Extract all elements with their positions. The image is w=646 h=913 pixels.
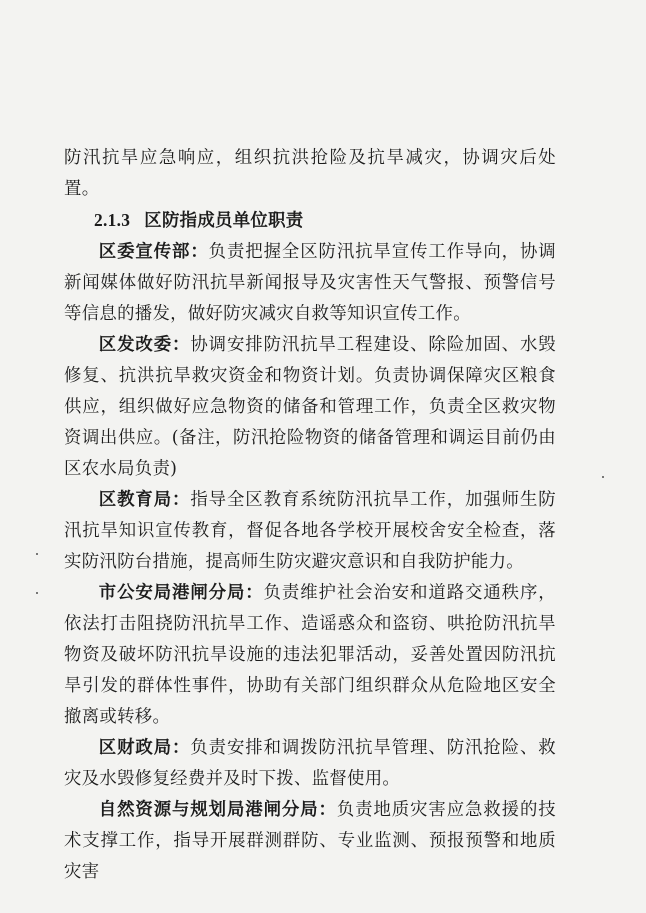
document-body — [64, 143, 556, 888]
department-duty-text: 负责地质灾害应急救援的技术支撑工作，指导开展群测群防、专业监测、预报预警和地质灾害 — [64, 800, 556, 882]
section-number: 2.1.3 — [94, 210, 131, 230]
scan-speck — [36, 553, 38, 555]
department-label: 区委宣传部： — [98, 242, 209, 262]
department-label: 市公安局港闸分局： — [98, 583, 264, 603]
section-heading — [64, 205, 556, 237]
department-duty-text: 指导全区教育系统防汛抗旱工作，加强师生防汛抗旱知识宣传教育，督促各地各学校开展校舍安全检查，落实防汛防台措施，提高师生防灾避灾意识和自我防护能力。 — [64, 490, 556, 572]
duty-paragraph-public-security — [64, 578, 556, 733]
department-label: 区财政局： — [98, 738, 191, 758]
scan-speck — [602, 476, 604, 478]
duty-paragraph-natural-resources — [64, 795, 556, 888]
duty-paragraph-publicity — [64, 237, 556, 330]
department-duty-text: 负责把握全区防汛抗旱宣传工作导向，协调新闻媒体做好防汛抗旱新闻报导及灾害性天气警报、预警信号等信息的播发，做好防灾减灾自救等知识宣传工作。 — [64, 242, 556, 324]
department-label: 区教育局： — [98, 490, 191, 510]
department-duty-text: 协调安排防汛抗旱工程建设、除险加固、水毁修复、抗洪抗旱救灾资金和物资计划。负责协调保障灾区粮食供应，组织做好应急物资的储备和管理工作，负责全区救灾物资调出供应。(备注，防汛抢险物资的储备管理和调运目前仍由区农水局负责) — [64, 335, 556, 479]
department-duty-text: 负责维护社会治安和道路交通秩序，依法打击阻挠防汛抗旱工作、造谣惑众和盗窃、哄抢防汛抗旱物资及破坏防汛抗旱设施的违法犯罪活动，妥善处置因防汛抗旱引发的群体性事件，协助有关部门组织群众从危险地区安全撤离或转移。 — [64, 583, 556, 727]
section-title: 区防指成员单位职责 — [144, 211, 304, 231]
department-duty-text: 负责安排和调拨防汛抗旱管理、防汛抢险、救灾及水毁修复经费并及时下拨、监督使用。 — [64, 738, 556, 789]
lead-paragraph: 防汛抗旱应急响应，组织抗洪抢险及抗旱减灾，协调灾后处置。 — [64, 148, 556, 199]
department-label: 区发改委： — [98, 335, 191, 355]
scan-speck — [36, 592, 38, 594]
duty-paragraph-development-reform — [64, 330, 556, 485]
duty-paragraph-finance — [64, 733, 556, 795]
duty-paragraph-education — [64, 485, 556, 578]
department-label: 自然资源与规划局港闸分局： — [98, 800, 337, 820]
